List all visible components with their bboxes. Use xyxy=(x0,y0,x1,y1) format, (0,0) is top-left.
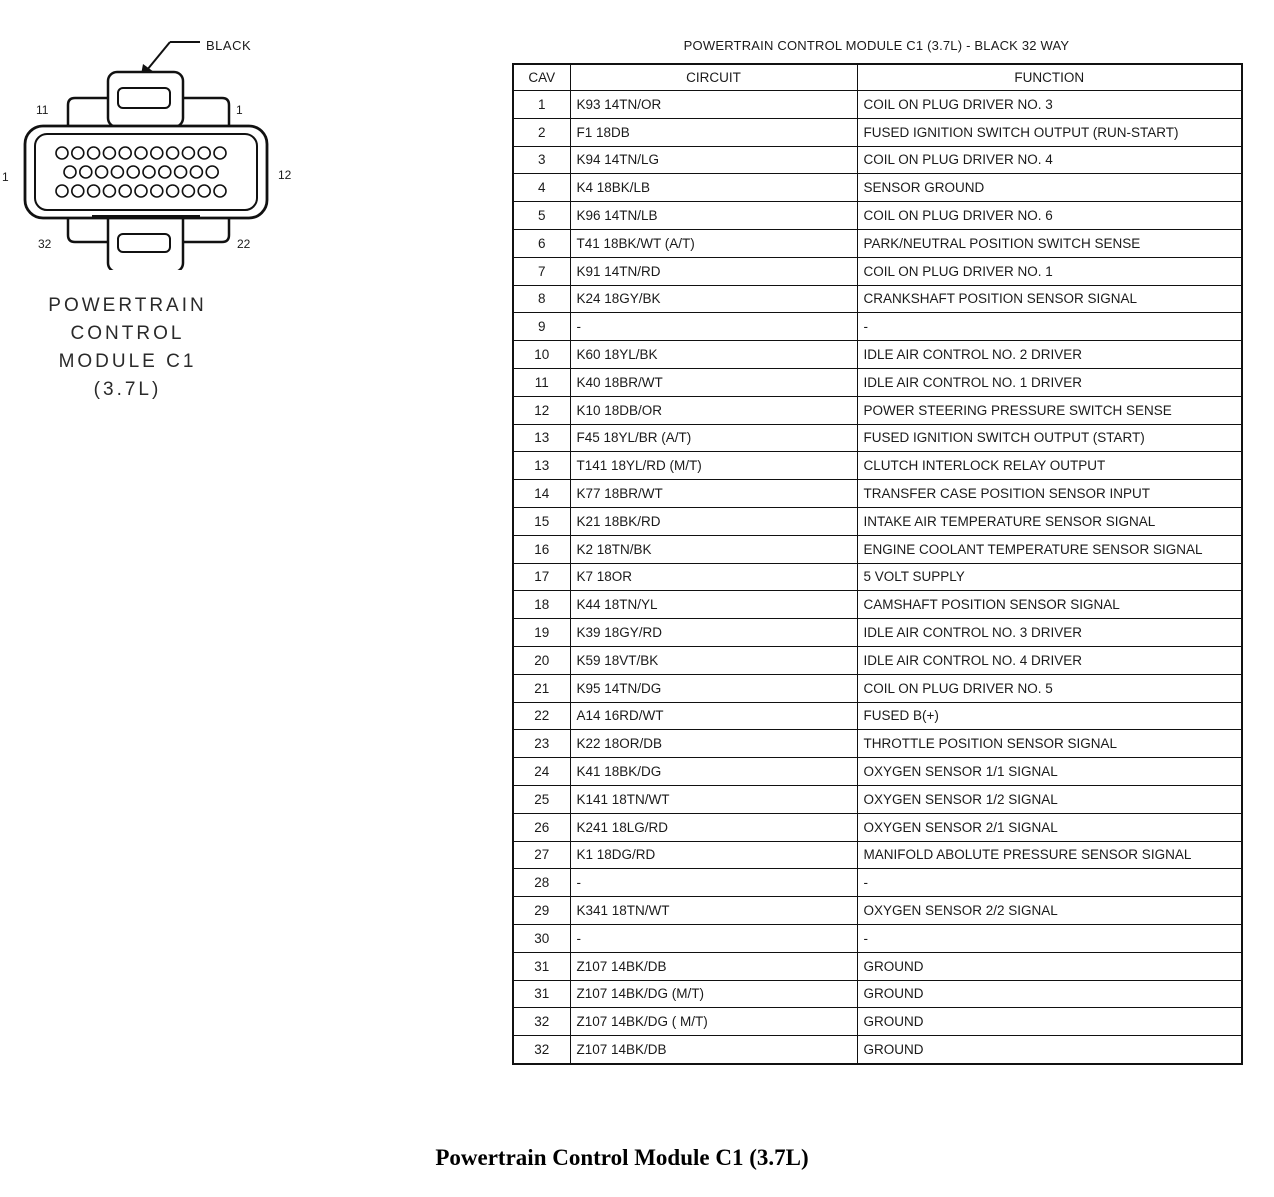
table-row xyxy=(513,368,1242,396)
cell-circuit: K96 14TN/LB xyxy=(570,202,857,230)
table-row xyxy=(513,480,1242,508)
cell-function: GROUND xyxy=(857,1036,1242,1064)
cell-cav: 13 xyxy=(513,424,570,452)
table-row xyxy=(513,535,1242,563)
cell-circuit: K39 18GY/RD xyxy=(570,619,857,647)
cell-function: IDLE AIR CONTROL NO. 1 DRIVER xyxy=(857,368,1242,396)
figure-caption: Powertrain Control Module C1 (3.7L) xyxy=(435,1145,809,1170)
cell-circuit: K59 18VT/BK xyxy=(570,646,857,674)
table-body xyxy=(513,91,1242,1064)
connector-pin xyxy=(167,185,179,197)
cell-circuit: K1 18DG/RD xyxy=(570,841,857,869)
table-row xyxy=(513,730,1242,758)
connector-pin xyxy=(143,166,155,178)
cell-cav: 31 xyxy=(513,952,570,980)
cell-circuit: K21 18BK/RD xyxy=(570,507,857,535)
connector-pin xyxy=(72,147,84,159)
table-row xyxy=(513,174,1242,202)
cell-cav: 19 xyxy=(513,619,570,647)
connector-caption-line: POWERTRAIN xyxy=(48,295,207,316)
cell-cav: 28 xyxy=(513,869,570,897)
pinout-table xyxy=(512,63,1243,1065)
cell-cav: 20 xyxy=(513,646,570,674)
table-row xyxy=(513,202,1242,230)
cell-function: TRANSFER CASE POSITION SENSOR INPUT xyxy=(857,480,1242,508)
table-row xyxy=(513,924,1242,952)
cell-cav: 10 xyxy=(513,341,570,369)
table-row xyxy=(513,563,1242,591)
table-row xyxy=(513,146,1242,174)
cell-circuit: K60 18YL/BK xyxy=(570,341,857,369)
cell-circuit: K22 18OR/DB xyxy=(570,730,857,758)
cell-cav: 2 xyxy=(513,118,570,146)
connector-pin xyxy=(182,147,194,159)
pin-label-top-right: 1 xyxy=(236,103,243,117)
connector-pin xyxy=(206,166,218,178)
cell-cav: 29 xyxy=(513,897,570,925)
connector-pin xyxy=(175,166,187,178)
cell-circuit: - xyxy=(570,924,857,952)
column-header-circuit: CIRCUIT xyxy=(570,64,857,91)
cell-function: - xyxy=(857,313,1242,341)
cell-cav: 21 xyxy=(513,674,570,702)
cell-function: FUSED IGNITION SWITCH OUTPUT (RUN-START) xyxy=(857,118,1242,146)
connector-pin xyxy=(119,185,131,197)
cell-circuit: K77 18BR/WT xyxy=(570,480,857,508)
connector-pin xyxy=(103,185,115,197)
table-row xyxy=(513,646,1242,674)
cell-cav: 30 xyxy=(513,924,570,952)
connector-pin xyxy=(214,147,226,159)
pin-label-bottom-left: 32 xyxy=(38,237,52,251)
connector-color-label: BLACK xyxy=(206,38,252,53)
cell-circuit: - xyxy=(570,313,857,341)
cell-function: GROUND xyxy=(857,980,1242,1008)
table-row xyxy=(513,452,1242,480)
cell-circuit: K7 18OR xyxy=(570,563,857,591)
cell-circuit: F1 18DB xyxy=(570,118,857,146)
table-row xyxy=(513,1036,1242,1064)
cell-cav: 26 xyxy=(513,813,570,841)
table-row xyxy=(513,285,1242,313)
table-row xyxy=(513,758,1242,786)
cell-circuit: K341 18TN/WT xyxy=(570,897,857,925)
cell-function: FUSED B(+) xyxy=(857,702,1242,730)
connector-pin xyxy=(190,166,202,178)
cell-cav: 11 xyxy=(513,368,570,396)
table-row xyxy=(513,897,1242,925)
cell-function: OXYGEN SENSOR 2/2 SIGNAL xyxy=(857,897,1242,925)
table-row xyxy=(513,841,1242,869)
connector-pin xyxy=(135,185,147,197)
cell-circuit: F45 18YL/BR (A/T) xyxy=(570,424,857,452)
connector-pin xyxy=(151,185,163,197)
cell-function: GROUND xyxy=(857,952,1242,980)
cell-circuit: Z107 14BK/DB xyxy=(570,1036,857,1064)
table-row xyxy=(513,424,1242,452)
cell-circuit: K91 14TN/RD xyxy=(570,257,857,285)
connector-caption-line: MODULE C1 xyxy=(58,351,197,372)
cell-function: INTAKE AIR TEMPERATURE SENSOR SIGNAL xyxy=(857,507,1242,535)
connector-pin xyxy=(103,147,115,159)
cell-cav: 18 xyxy=(513,591,570,619)
connector-caption-line: CONTROL xyxy=(70,323,185,344)
cell-cav: 4 xyxy=(513,174,570,202)
cell-function: COIL ON PLUG DRIVER NO. 3 xyxy=(857,91,1242,119)
cell-function: PARK/NEUTRAL POSITION SWITCH SENSE xyxy=(857,229,1242,257)
cell-circuit: - xyxy=(570,869,857,897)
cell-cav: 3 xyxy=(513,146,570,174)
cell-circuit: K241 18LG/RD xyxy=(570,813,857,841)
connector-drawing xyxy=(0,30,300,270)
cell-function: COIL ON PLUG DRIVER NO. 1 xyxy=(857,257,1242,285)
table-row xyxy=(513,785,1242,813)
table-row xyxy=(513,1008,1242,1036)
cell-circuit: K41 18BK/DG xyxy=(570,758,857,786)
cell-cav: 23 xyxy=(513,730,570,758)
column-header-function: FUNCTION xyxy=(857,64,1242,91)
connector-caption-line: (3.7L) xyxy=(93,379,162,400)
connector-pin xyxy=(64,166,76,178)
connector-pin xyxy=(96,166,108,178)
cell-circuit: K40 18BR/WT xyxy=(570,368,857,396)
connector-pin xyxy=(127,166,139,178)
cell-cav: 7 xyxy=(513,257,570,285)
cell-cav: 15 xyxy=(513,507,570,535)
table-row xyxy=(513,702,1242,730)
column-header-cav: CAV xyxy=(513,64,570,91)
connector-pin xyxy=(159,166,171,178)
cell-circuit: A14 16RD/WT xyxy=(570,702,857,730)
table-row xyxy=(513,396,1242,424)
cell-circuit: K141 18TN/WT xyxy=(570,785,857,813)
pin-label-bottom-right: 22 xyxy=(237,237,251,251)
pin-label-top-left: 11 xyxy=(36,103,49,117)
cell-function: GROUND xyxy=(857,1008,1242,1036)
cell-cav: 25 xyxy=(513,785,570,813)
cell-function: COIL ON PLUG DRIVER NO. 4 xyxy=(857,146,1242,174)
cell-function: CRANKSHAFT POSITION SENSOR SIGNAL xyxy=(857,285,1242,313)
connector-diagram xyxy=(0,30,300,270)
cell-cav: 12 xyxy=(513,396,570,424)
table-row xyxy=(513,118,1242,146)
cell-cav: 6 xyxy=(513,229,570,257)
cell-circuit: K10 18DB/OR xyxy=(570,396,857,424)
cell-function: OXYGEN SENSOR 1/2 SIGNAL xyxy=(857,785,1242,813)
cell-cav: 31 xyxy=(513,980,570,1008)
table-row xyxy=(513,313,1242,341)
table-title: POWERTRAIN CONTROL MODULE C1 (3.7L) - BLACK 32 WAY xyxy=(683,38,1070,53)
connector-pin xyxy=(56,147,68,159)
connector-pin xyxy=(80,166,92,178)
table-row xyxy=(513,257,1242,285)
table-row xyxy=(513,619,1242,647)
cell-circuit: Z107 14BK/DG ( M/T) xyxy=(570,1008,857,1036)
cell-function: COIL ON PLUG DRIVER NO. 6 xyxy=(857,202,1242,230)
connector-caption xyxy=(40,292,215,404)
cell-circuit: K24 18GY/BK xyxy=(570,285,857,313)
cell-circuit: K2 18TN/BK xyxy=(570,535,857,563)
connector-pin xyxy=(214,185,226,197)
cell-cav: 14 xyxy=(513,480,570,508)
cell-function: FUSED IGNITION SWITCH OUTPUT (START) xyxy=(857,424,1242,452)
table-row xyxy=(513,869,1242,897)
pin-label-left: 1 xyxy=(2,170,9,184)
table-row xyxy=(513,591,1242,619)
connector-pin xyxy=(56,185,68,197)
cell-circuit: K4 18BK/LB xyxy=(570,174,857,202)
table-row xyxy=(513,674,1242,702)
cell-circuit: K93 14TN/OR xyxy=(570,91,857,119)
cell-function: CLUTCH INTERLOCK RELAY OUTPUT xyxy=(857,452,1242,480)
connector-pin xyxy=(88,185,100,197)
connector-pin xyxy=(111,166,123,178)
cell-function: 5 VOLT SUPPLY xyxy=(857,563,1242,591)
table-row xyxy=(513,813,1242,841)
cell-cav: 27 xyxy=(513,841,570,869)
cell-cav: 8 xyxy=(513,285,570,313)
cell-circuit: T41 18BK/WT (A/T) xyxy=(570,229,857,257)
cell-function: MANIFOLD ABOLUTE PRESSURE SENSOR SIGNAL xyxy=(857,841,1242,869)
connector-pin xyxy=(198,147,210,159)
cell-cav: 22 xyxy=(513,702,570,730)
cell-function: IDLE AIR CONTROL NO. 3 DRIVER xyxy=(857,619,1242,647)
cell-circuit: Z107 14BK/DG (M/T) xyxy=(570,980,857,1008)
connector-pin xyxy=(88,147,100,159)
cell-function: IDLE AIR CONTROL NO. 2 DRIVER xyxy=(857,341,1242,369)
connector-pin xyxy=(198,185,210,197)
table-row xyxy=(513,507,1242,535)
table-row xyxy=(513,341,1242,369)
cell-function: OXYGEN SENSOR 2/1 SIGNAL xyxy=(857,813,1242,841)
table-row xyxy=(513,952,1242,980)
cell-cav: 24 xyxy=(513,758,570,786)
cell-cav: 17 xyxy=(513,563,570,591)
connector-pin xyxy=(182,185,194,197)
table-header-row xyxy=(513,64,1242,91)
cell-function: - xyxy=(857,869,1242,897)
cell-function: CAMSHAFT POSITION SENSOR SIGNAL xyxy=(857,591,1242,619)
cell-function: SENSOR GROUND xyxy=(857,174,1242,202)
cell-cav: 5 xyxy=(513,202,570,230)
cell-cav: 13 xyxy=(513,452,570,480)
cell-circuit: K94 14TN/LG xyxy=(570,146,857,174)
cell-cav: 9 xyxy=(513,313,570,341)
pin-label-right: 12 xyxy=(278,168,292,182)
connector-pin xyxy=(119,147,131,159)
table-row xyxy=(513,980,1242,1008)
cell-circuit: K95 14TN/DG xyxy=(570,674,857,702)
cell-cav: 16 xyxy=(513,535,570,563)
connector-pin xyxy=(135,147,147,159)
cell-cav: 32 xyxy=(513,1036,570,1064)
cell-function: THROTTLE POSITION SENSOR SIGNAL xyxy=(857,730,1242,758)
cell-function: OXYGEN SENSOR 1/1 SIGNAL xyxy=(857,758,1242,786)
table-row xyxy=(513,229,1242,257)
cell-cav: 1 xyxy=(513,91,570,119)
cell-function: POWER STEERING PRESSURE SWITCH SENSE xyxy=(857,396,1242,424)
cell-function: ENGINE COOLANT TEMPERATURE SENSOR SIGNAL xyxy=(857,535,1242,563)
connector-pin xyxy=(151,147,163,159)
connector-pin xyxy=(72,185,84,197)
cell-circuit: K44 18TN/YL xyxy=(570,591,857,619)
cell-circuit: T141 18YL/RD (M/T) xyxy=(570,452,857,480)
cell-function: COIL ON PLUG DRIVER NO. 5 xyxy=(857,674,1242,702)
connector-pin xyxy=(167,147,179,159)
cell-function: IDLE AIR CONTROL NO. 4 DRIVER xyxy=(857,646,1242,674)
cell-function: - xyxy=(857,924,1242,952)
table-row xyxy=(513,91,1242,119)
cell-circuit: Z107 14BK/DB xyxy=(570,952,857,980)
cell-cav: 32 xyxy=(513,1008,570,1036)
